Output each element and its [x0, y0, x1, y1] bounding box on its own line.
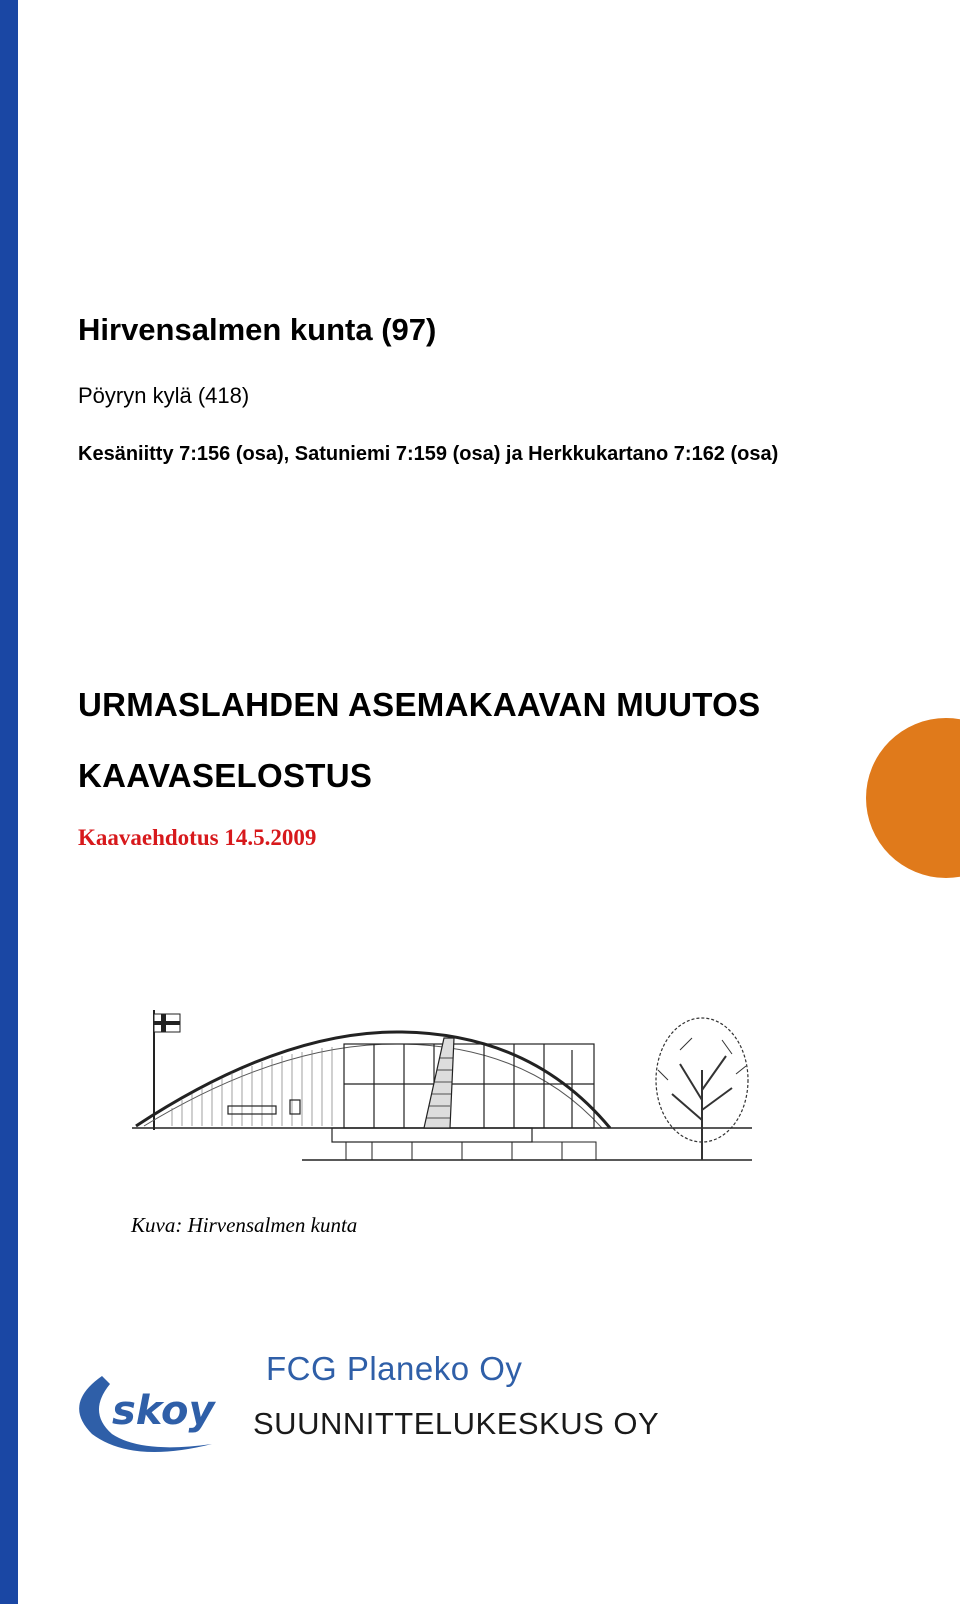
municipality-title: Hirvensalmen kunta (97) — [78, 312, 437, 347]
proposal-date: Kaavaehdotus 14.5.2009 — [78, 825, 317, 850]
building-elevation-drawing — [132, 1010, 782, 1190]
company-name-fcg: FCG Planeko Oy — [266, 1350, 523, 1387]
figure-caption: Kuva: Hirvensalmen kunta — [131, 1213, 358, 1237]
plan-title: URMASLAHDEN ASEMAKAAVAN MUUTOS — [78, 686, 761, 723]
property-list: Kesäniitty 7:156 (osa), Satuniemi 7:159 (osa) ja Herkkukartano 7:162 (osa) — [78, 443, 779, 465]
orange-half-disc — [866, 718, 960, 878]
skoy-logo — [72, 1364, 222, 1456]
village-name: Pöyryn kylä (418) — [78, 383, 250, 408]
logo-wordmark: skoy — [112, 1388, 215, 1434]
tree-icon — [656, 1018, 748, 1160]
side-bar — [0, 0, 18, 1604]
company-name-suunnittelukeskus: SUUNNITTELUKESKUS OY — [253, 1406, 660, 1441]
document-type: KAAVASELOSTUS — [78, 757, 373, 794]
